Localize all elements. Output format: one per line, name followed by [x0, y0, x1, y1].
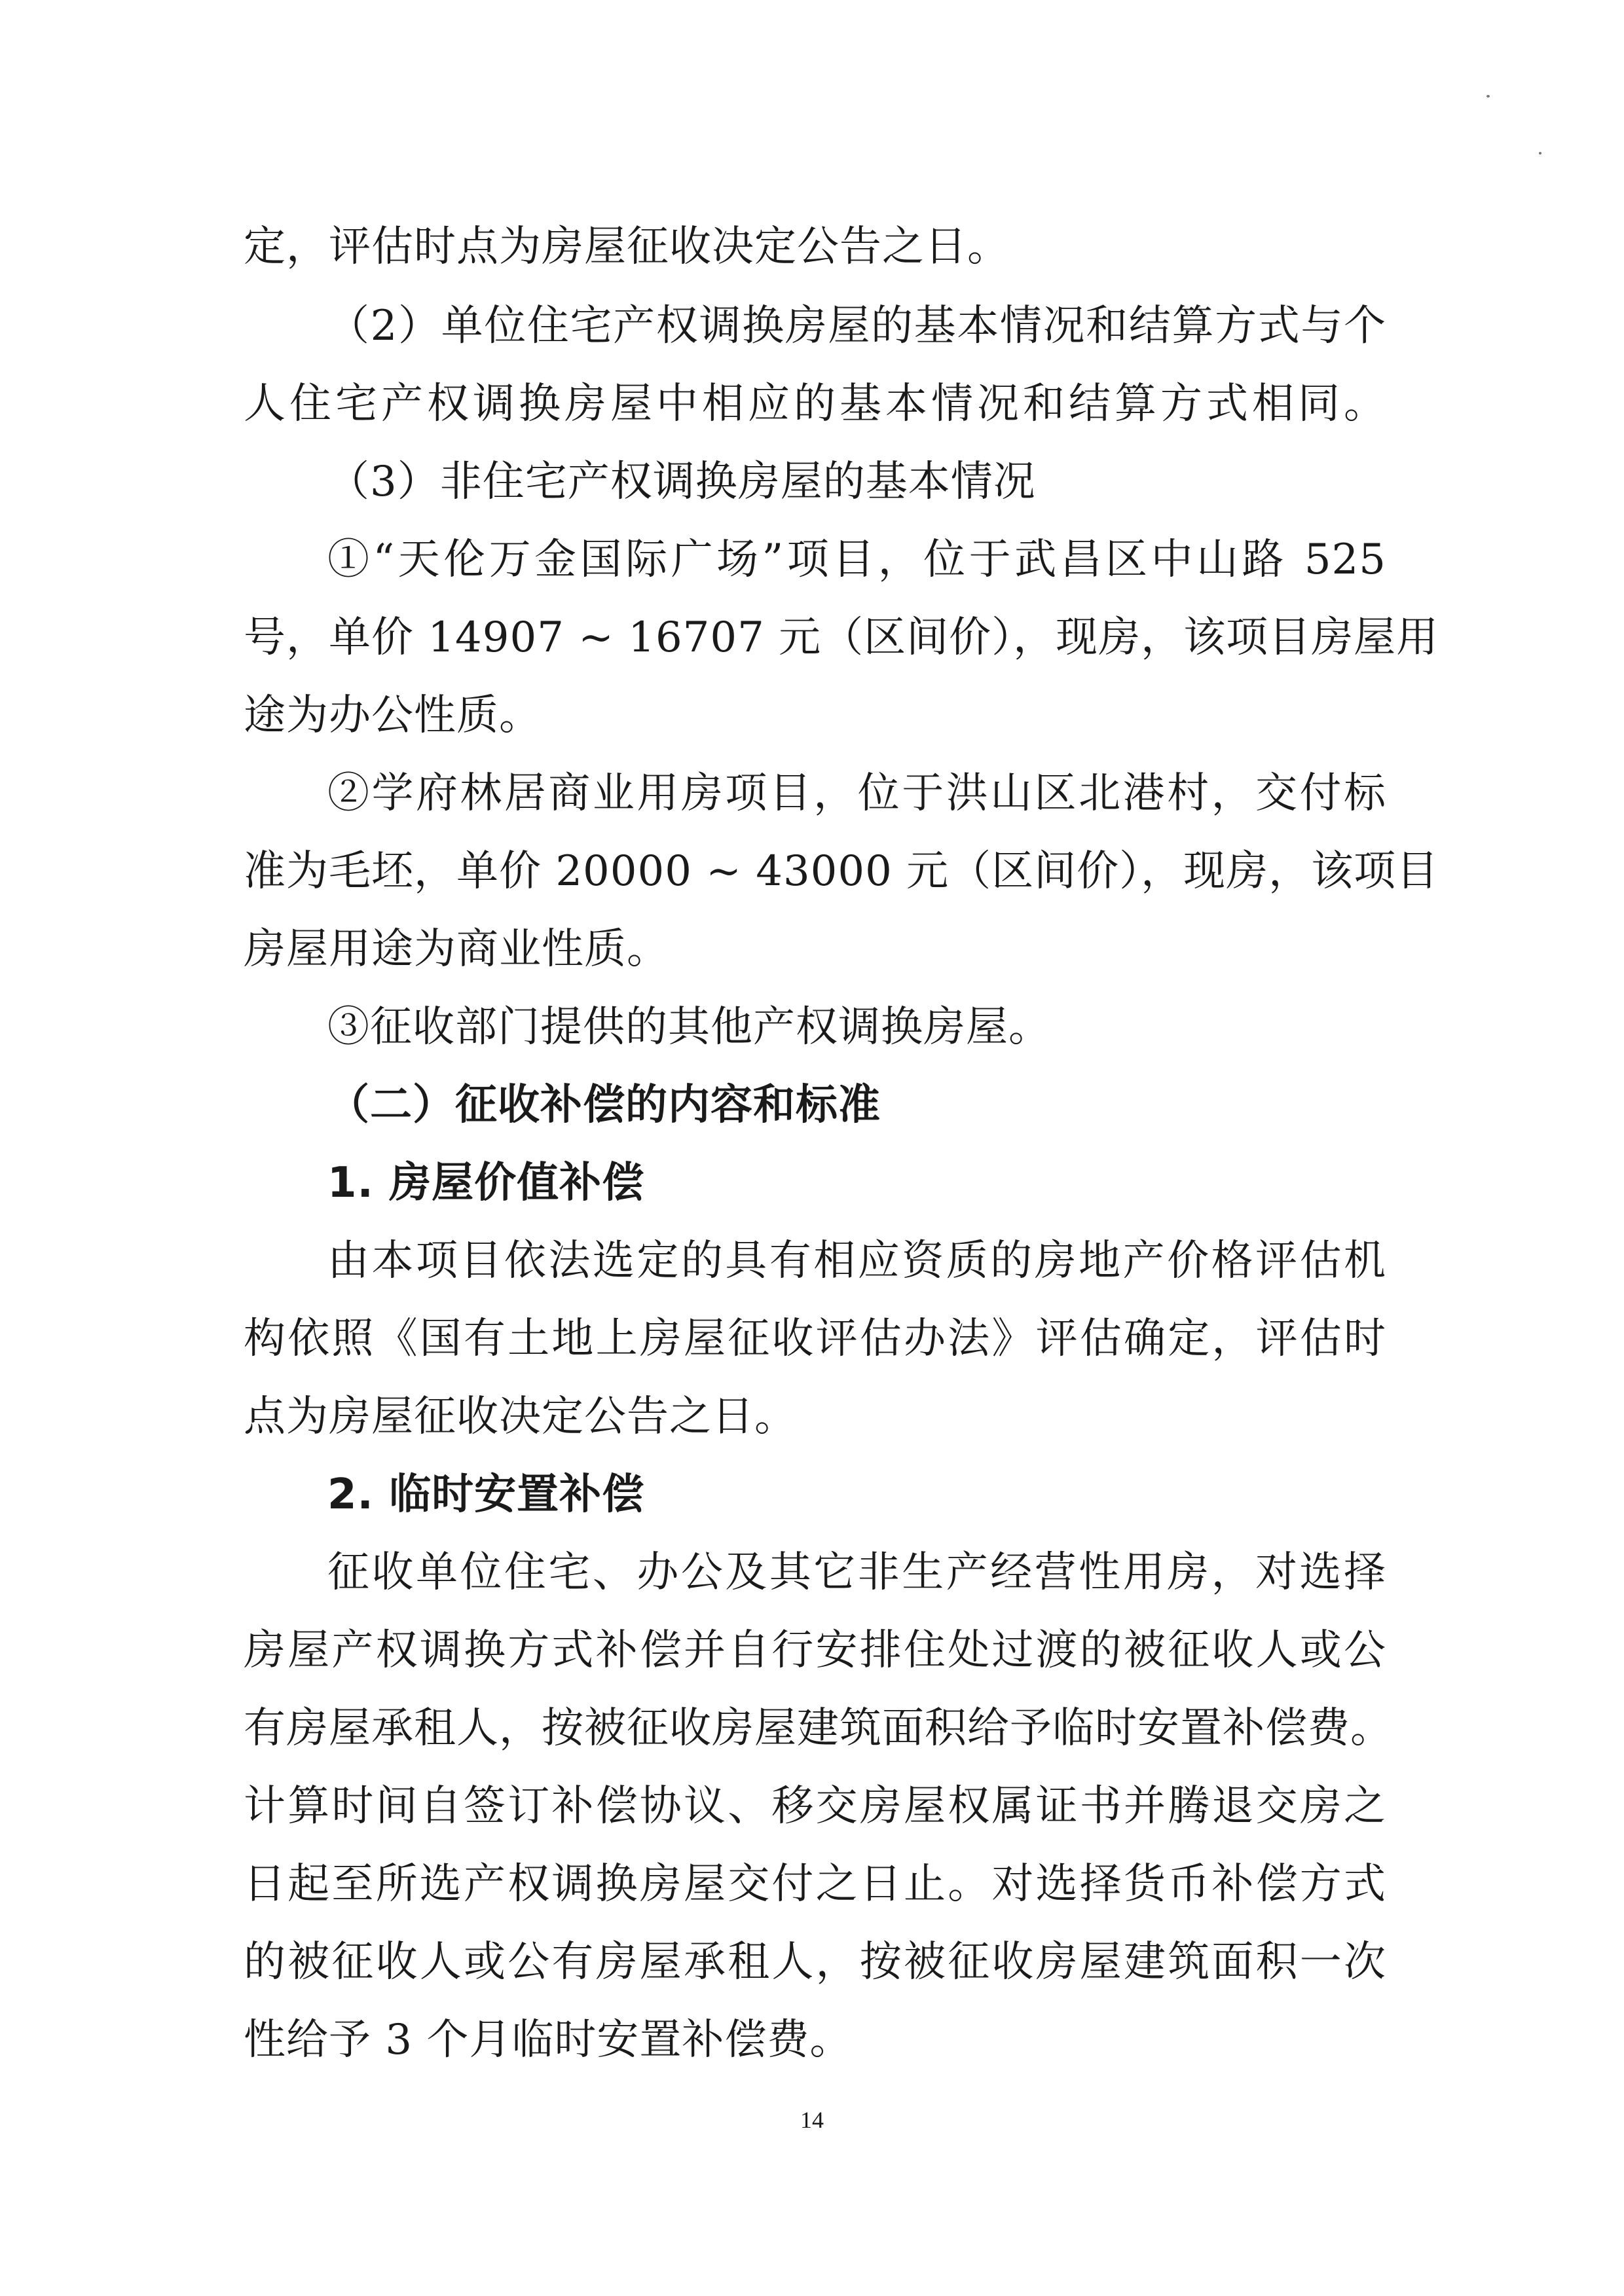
section-heading: （二）征收补偿的内容和标准: [327, 1081, 881, 1129]
text-line: ①“天伦万金国际广场”项目，位于武昌区中山路 525: [327, 536, 1386, 584]
text-line: 点为房屋征收决定公告之日。: [244, 1393, 797, 1441]
text-line: （3）非住宅产权调换房屋的基本情况: [327, 458, 1036, 506]
text-line: 房屋产权调换方式补偿并自行安排住处过渡的被征收人或公: [244, 1626, 1386, 1675]
scan-speck: [1486, 95, 1490, 98]
text-line: 的被征收人或公有房屋承租人，按被征收房屋建筑面积一次: [244, 1938, 1386, 1986]
text-line: 征收单位住宅、办公及其它非生产经营性用房，对选择: [327, 1548, 1386, 1597]
scan-speck: [1539, 152, 1541, 155]
text-line: ②学府林居商业用房项目，位于洪山区北港村，交付标: [327, 769, 1386, 818]
subsection-heading: 1. 房屋价值补偿: [327, 1159, 645, 1207]
text-line: 日起至所选产权调换房屋交付之日止。对选择货币补偿方式: [244, 1860, 1386, 1908]
text-line: 房屋用途为商业性质。: [244, 925, 669, 974]
text-line: （2）单位住宅产权调换房屋的基本情况和结算方式与个: [327, 302, 1386, 350]
text-line: 人住宅产权调换房屋中相应的基本情况和结算方式相同。: [244, 380, 1386, 428]
text-line: 途为办公性质。: [244, 691, 542, 740]
text-line: 准为毛坯，单价 20000 ~ 43000 元（区间价），现房，该项目: [244, 847, 1439, 896]
text-line: 计算时间自签订补偿协议、移交房屋权属证书并腾退交房之: [244, 1782, 1386, 1831]
subsection-heading: 2. 临时安置补偿: [327, 1470, 645, 1519]
page-number: 14: [800, 2107, 824, 2133]
text-line: 号，单价 14907 ~ 16707 元（区间价），现房，该项目房屋用: [244, 613, 1439, 662]
text-line: 定，评估时点为房屋征收决定公告之日。: [244, 223, 1010, 271]
text-line: ③征收部门提供的其他产权调换房屋。: [327, 1003, 1051, 1051]
text-line: 有房屋承租人，按被征收房屋建筑面积给予临时安置补偿费。: [244, 1704, 1393, 1753]
text-line: 由本项目依法选定的具有相应资质的房地产价格评估机: [327, 1237, 1386, 1285]
text-line: 性给予 3 个月临时安置补偿费。: [244, 2016, 853, 2064]
text-line: 构依照《国有土地上房屋征收评估办法》评估确定，评估时: [244, 1315, 1386, 1363]
